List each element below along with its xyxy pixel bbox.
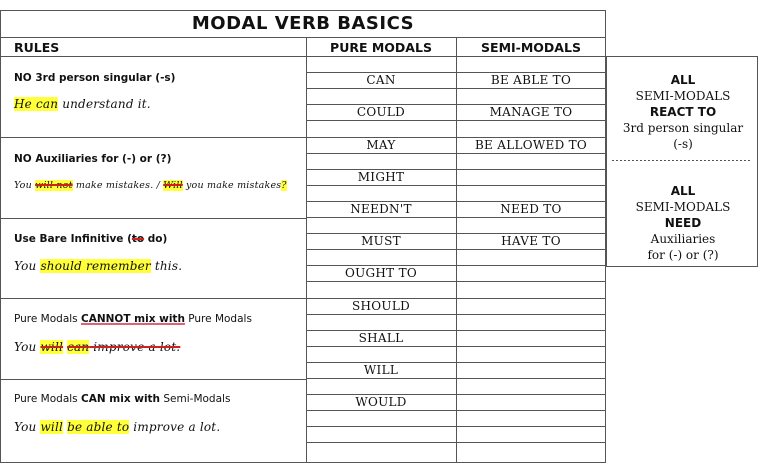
heading-text: do) [144,233,168,245]
pure-modals-column-header: PURE MODALS [330,39,432,55]
side-note-line: REACT TO [649,105,717,119]
heading-text: Semi-Modals [160,393,231,405]
rule-2-example [14,180,304,191]
pure-modal-cell: NEEDN'T [350,201,412,216]
pure-modal-cell: COULD [356,105,406,120]
example-text: this. [150,259,183,273]
highlight: will [40,340,64,354]
pure-modal-cell: WOULD [355,395,407,410]
semi-modal-cell [456,169,606,185]
side-note-line: ALL [670,73,696,87]
highlight: ? [281,180,287,191]
heading-text: Pure Modals [184,313,252,325]
pure-modal-cell: SHOULD [351,298,411,313]
example-text: improve a lot. [89,340,181,354]
semi-modal-cell [456,394,606,410]
semi-modal-cell: BE ALLOWED TO [474,137,588,152]
side-note-line: SEMI-MODALS [635,200,731,214]
pure-modal-cell: SHALL [358,330,404,345]
highlight: be able to [67,420,130,434]
semi-modal-cell [456,298,606,314]
highlight: will not [35,180,73,191]
rule-1-heading: NO 3rd person singular (-s) [14,72,176,84]
side-note-need [608,183,758,263]
heading-text: Use Bare Infinitive ( [14,233,132,245]
side-note-line: Auxiliaries [650,232,716,246]
semi-modal-cell [456,362,606,378]
highlight: will [40,420,64,434]
example-text: make mistakes. / [72,180,164,191]
rule-2-heading: NO Auxiliaries for (-) or (?) [14,153,172,165]
rule-4-example [14,340,304,354]
rules-column-header: RULES [14,39,60,55]
rule-3-example [14,259,304,273]
pure-modal-cell: WILL [363,362,399,377]
example-text: You [14,420,41,434]
pure-modal-cell: OUGHT TO [344,266,418,281]
example-text: you make mistakes [182,180,282,191]
rule-4-heading [14,313,304,325]
heading-text: Pure Modals [14,393,81,405]
example-text: You [14,180,36,191]
semi-modal-cell: BE ABLE TO [490,73,572,88]
struck-to: to [131,233,145,245]
semi-modal-cell: HAVE TO [501,234,561,249]
semi-modal-cell [456,265,606,281]
highlight: can [67,340,90,354]
example-text: understand it. [58,97,151,111]
example-text: You [14,259,41,273]
side-note-line: ALL [670,184,696,198]
highlight: He can [14,97,59,111]
rule-3-heading [14,233,304,245]
emphasis: CANNOT mix with [81,313,185,325]
side-note-line: NEED [664,216,702,230]
emphasis: CAN mix with [81,393,161,405]
pure-modal-cell: MIGHT [357,169,405,184]
side-note-react [608,72,758,152]
example-text: improve a lot. [129,420,221,434]
semi-modals-column-header: SEMI-MODALS [481,39,581,55]
rule-5-example [14,420,304,434]
side-note-line: SEMI-MODALS [635,89,731,103]
example-text: You [14,340,41,354]
side-note-line: (-s) [673,137,693,151]
semi-modal-cell [456,330,606,346]
page-title: MODAL VERB BASICS [191,12,415,34]
pure-modal-cell: MAY [366,137,396,152]
side-note-line: for (-) or (?) [647,248,719,262]
pure-modal-cell: MUST [361,234,401,249]
pure-modal-cell: CAN [366,73,396,88]
rule-5-heading [14,393,304,405]
side-note-line: 3rd person singular [622,121,744,135]
semi-modal-cell: NEED TO [500,201,562,216]
rule-1-example [14,97,304,111]
heading-text: Pure Modals [14,313,81,325]
semi-modal-cell: MANAGE TO [489,105,573,120]
highlight: should remember [40,259,151,273]
highlight: Will [163,180,183,191]
